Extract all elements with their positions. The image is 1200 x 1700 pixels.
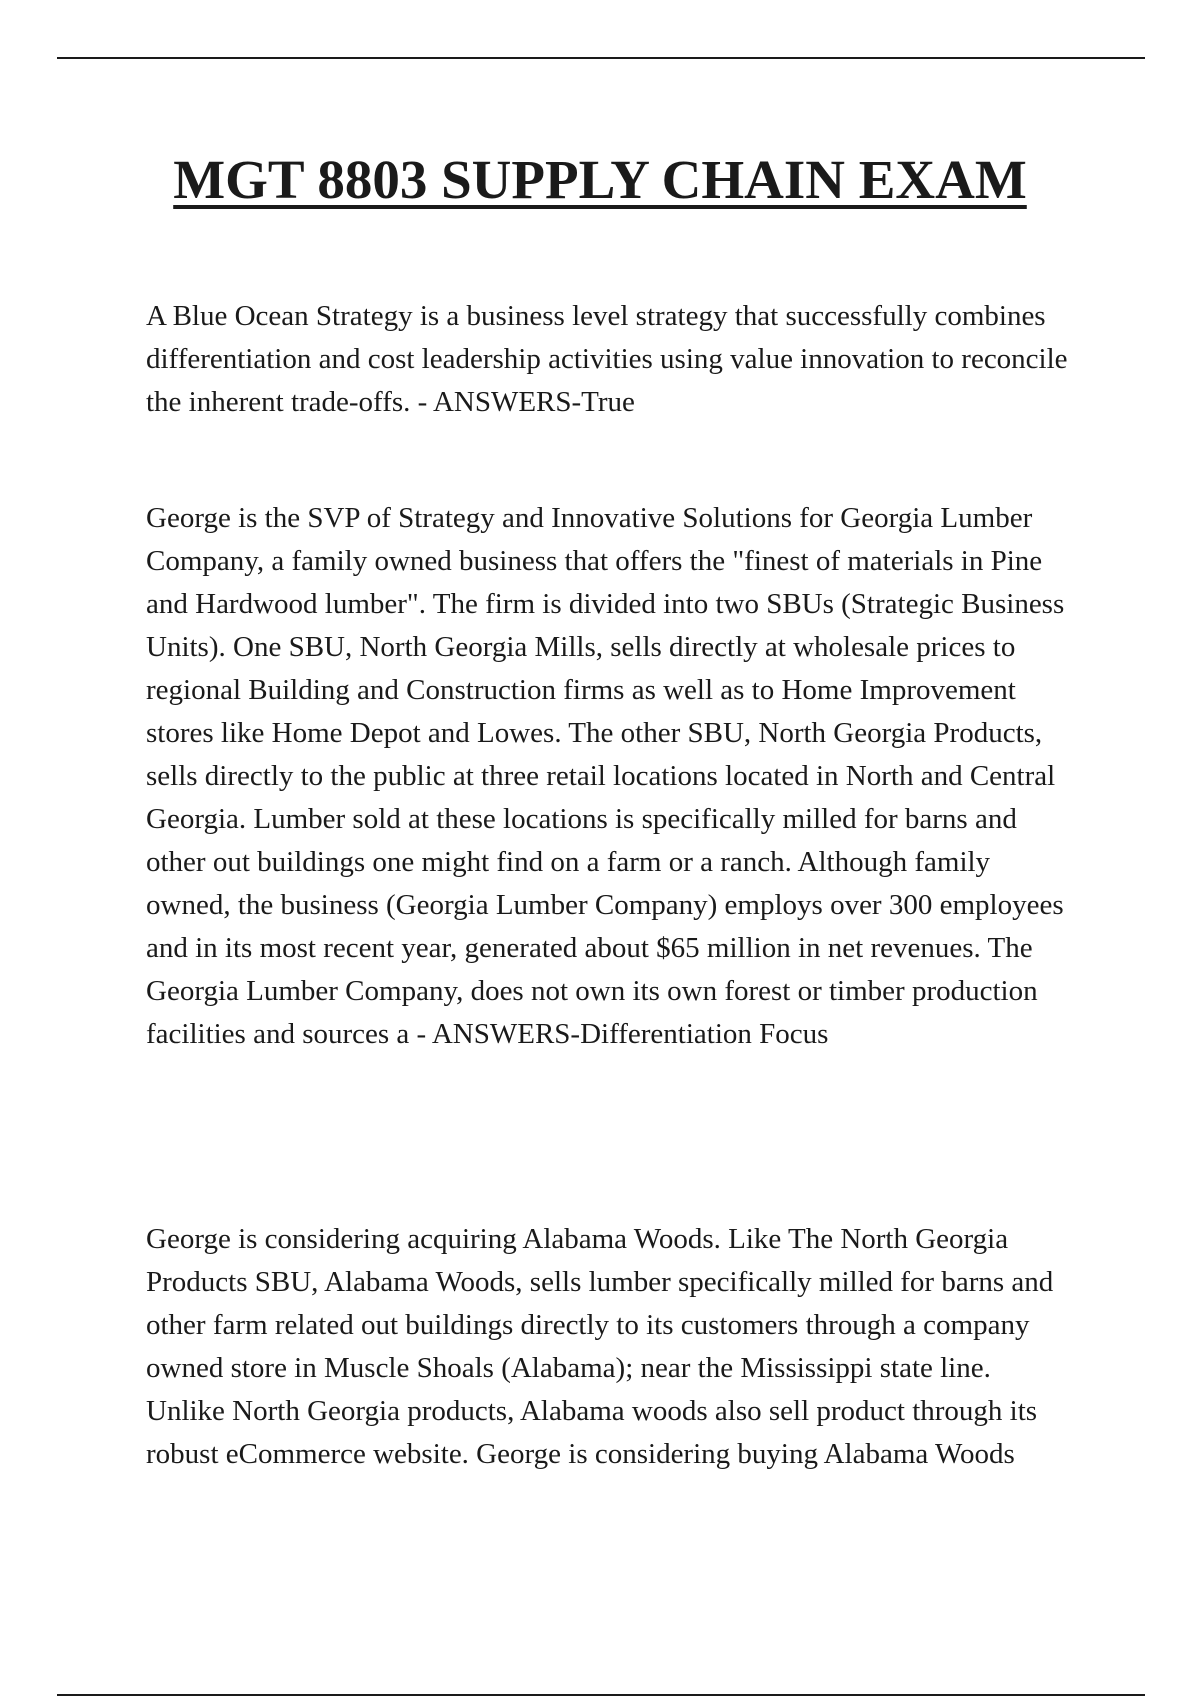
page-title bbox=[0, 148, 1200, 212]
question-1: A Blue Ocean Strategy is a business level strategy that successfully combines differentiation and cost leadership activities using value innovation to reconcile the inherent trade-offs. - ANSWERS-True bbox=[146, 300, 1068, 418]
page-title-text: MGT 8803 SUPPLY CHAIN EXAM bbox=[173, 149, 1027, 210]
top-divider bbox=[57, 57, 1145, 59]
question-2: George is the SVP of Strategy and Innovative Solutions for Georgia Lumber Company, a family owned business that offers the "finest of materials in Pine and Hardwood lumber". The firm is divided into two SBUs (Strategic Business Units). One SBU, North Georgia Mills, sells directly at wholesale prices to regional Building and Construction firms as well as to Home Improvement stores like Home Depot and Lowes. The other SBU, North Georgia Products, sells directly to the public at three retail locations located in North and Central Georgia. Lumber sold at these locations is specifically milled for barns and other out buildings one might find on a farm or a ranch. Although family owned, the business (Georgia Lumber Company) employs over 300 employees and in its most recent year, generated about $65 million in net revenues. The Georgia Lumber Company, does not own its own forest or timber production facilities and sources a - ANSWERS-Differentiation Focus bbox=[146, 502, 1065, 1050]
bottom-divider bbox=[57, 1694, 1145, 1696]
question-3: George is considering acquiring Alabama Woods. Like The North Georgia Products SBU, Alabama Woods, sells lumber specifically milled for barns and other farm related out buildings directly to its customers through a company owned store in Muscle Shoals (Alabama); near the Mississippi state line. Unlike North Georgia products, Alabama woods also sell product through its robust eCommerce website. George is considering buying Alabama Woods bbox=[146, 1223, 1054, 1470]
